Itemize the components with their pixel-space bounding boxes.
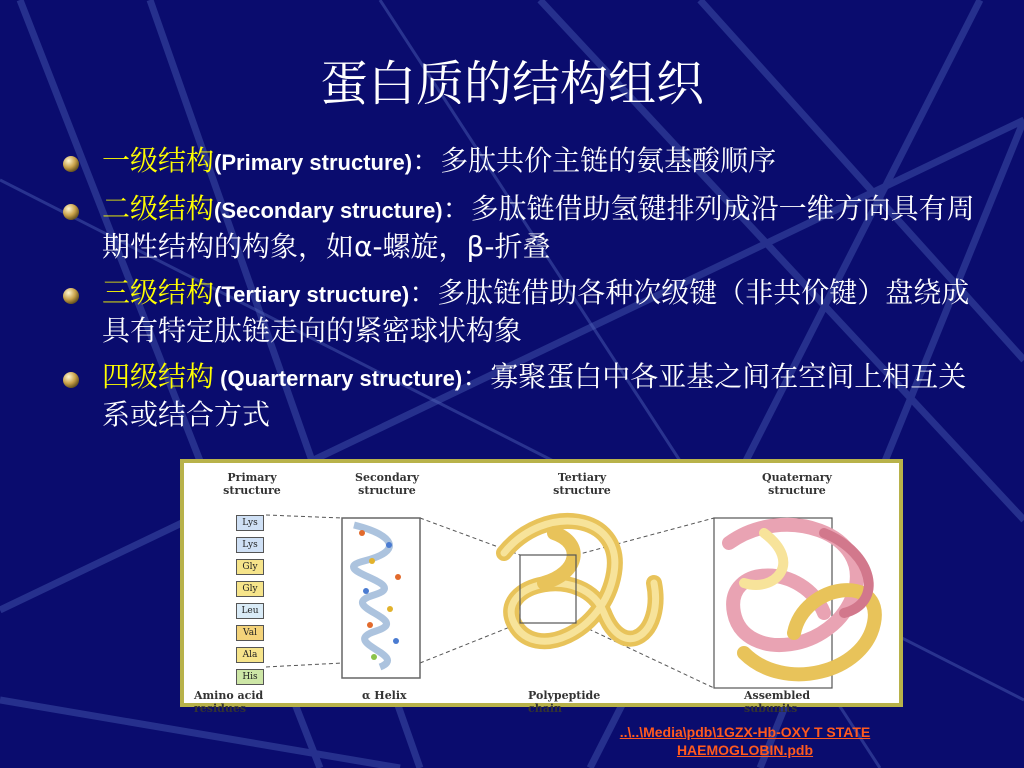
bullet-term: 四级结构: [102, 360, 215, 393]
bullet-icon: [62, 287, 80, 305]
bullet-term: 一级结构: [102, 144, 215, 177]
quaternary-assembly: [729, 525, 875, 674]
residue-box: Lys: [236, 537, 264, 553]
bullet-icon: [62, 155, 80, 173]
caption-primary: Amino acid residues: [194, 689, 264, 715]
bullet-primary: [62, 143, 982, 181]
bullet-english: (Quarternary structure): [214, 366, 463, 391]
alpha-helix: [353, 525, 389, 667]
heading-quaternary: Quaternary structure: [762, 471, 832, 497]
bullet-tertiary: [62, 275, 982, 349]
pdb-file-link[interactable]: [560, 723, 930, 759]
residue-box: Gly: [236, 581, 264, 597]
bullet-term: 二级结构: [102, 192, 215, 225]
bullet-description: 多肽共价主链的氨基酸顺序: [440, 144, 777, 177]
heading-primary: Primary structure: [223, 471, 281, 497]
bullet-term: 三级结构: [102, 276, 215, 309]
bullet-description: 多肽链借助氢键排列成沿一维方向具有周期性结构的构象，如α-螺旋，β-折叠: [102, 192, 975, 263]
bullet-english: (Primary structure): [214, 150, 413, 175]
bullet-separator: ：: [412, 144, 441, 177]
residue-box: Leu: [236, 603, 264, 619]
heading-tertiary: Tertiary structure: [553, 471, 611, 497]
caption-quaternary: Assembled subunits: [744, 689, 811, 715]
bullet-english: (Secondary structure): [214, 198, 443, 223]
pdb-link-line1[interactable]: ..\..\Media\pdb\1GZX-Hb-OXY T STATE: [619, 724, 871, 740]
slide-title: 蛋白质的结构组织: [319, 56, 704, 112]
caption-secondary: α Helix: [362, 689, 407, 702]
bullet-separator: ：: [442, 192, 471, 225]
bullet-separator: ：: [462, 360, 491, 393]
residue-box: Lys: [236, 515, 264, 531]
pdb-link-line2[interactable]: HAEMOGLOBIN.pdb: [676, 742, 814, 758]
residue-box: Val: [236, 625, 264, 641]
heading-secondary: Secondary structure: [355, 471, 419, 497]
caption-tertiary: Polypeptide chain: [528, 689, 601, 715]
bullet-separator: ：: [409, 276, 438, 309]
bullet-secondary: [62, 191, 982, 265]
bullet-icon: [62, 371, 80, 389]
protein-structure-figure: [180, 459, 903, 715]
bullet-description: 寡聚蛋白中各亚基之间在空间上相互关系或结合方式: [102, 360, 967, 431]
bullet-quaternary: [62, 359, 982, 433]
bullet-icon: [62, 203, 80, 221]
bullet-english: (Tertiary structure): [214, 282, 410, 307]
residue-box: His: [236, 669, 264, 685]
bullet-description: 多肽链借助各种次级键（非共价键）盘绕成具有特定肽链走向的紧密球状构象: [102, 276, 970, 347]
structure-illustration: [184, 463, 899, 703]
residue-box: Ala: [236, 647, 264, 663]
bullet-list: [62, 143, 982, 443]
residue-box: Gly: [236, 559, 264, 575]
